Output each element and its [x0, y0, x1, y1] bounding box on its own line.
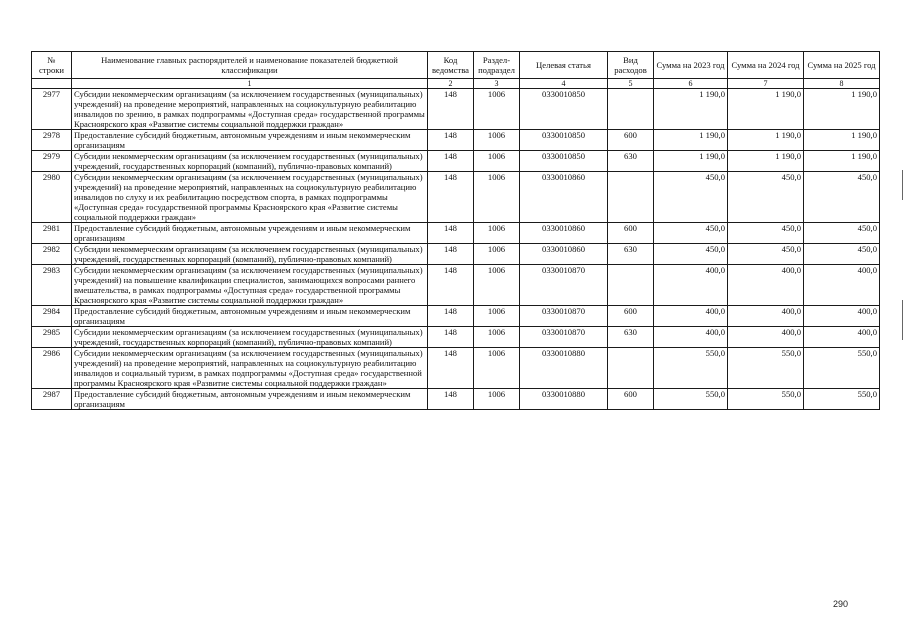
- row-sum-2025: 550,0: [804, 389, 880, 410]
- row-name: Субсидии некоммерческим организациям (за исключением государственных (муниципальных) учреждений, государственных корпораций (компаний), публично-правовых компаний): [72, 244, 428, 265]
- row-section: 1006: [474, 244, 520, 265]
- column-number: 4: [520, 79, 608, 89]
- row-sum-2023: 400,0: [654, 265, 728, 306]
- row-expense-type: 630: [608, 327, 654, 348]
- row-sum-2025: 1 190,0: [804, 89, 880, 130]
- row-id: 2978: [32, 130, 72, 151]
- column-number: 3: [474, 79, 520, 89]
- row-department-code: 148: [428, 244, 474, 265]
- row-expense-type: [608, 172, 654, 223]
- row-sum-2024: 400,0: [728, 265, 804, 306]
- header-row: [32, 52, 880, 79]
- row-expense-type: 600: [608, 223, 654, 244]
- column-number: 6: [654, 79, 728, 89]
- header-name: Наименование главных распорядителей и наименование показателей бюджетной классификации: [72, 52, 428, 79]
- row-department-code: 148: [428, 389, 474, 410]
- row-id: 2983: [32, 265, 72, 306]
- row-department-code: 148: [428, 172, 474, 223]
- row-sum-2023: 450,0: [654, 244, 728, 265]
- row-department-code: 148: [428, 130, 474, 151]
- row-department-code: 148: [428, 223, 474, 244]
- row-sum-2025: 450,0: [804, 244, 880, 265]
- row-expense-type: 630: [608, 244, 654, 265]
- row-sum-2025: 450,0: [804, 172, 880, 223]
- table-row: [32, 130, 880, 151]
- row-section: 1006: [474, 130, 520, 151]
- row-sum-2023: 1 190,0: [654, 130, 728, 151]
- row-sum-2025: 400,0: [804, 306, 880, 327]
- table-row: [32, 172, 880, 223]
- row-section: 1006: [474, 327, 520, 348]
- row-id: 2984: [32, 306, 72, 327]
- row-sum-2025: 1 190,0: [804, 130, 880, 151]
- table-row: [32, 389, 880, 410]
- row-id: 2977: [32, 89, 72, 130]
- row-sum-2024: 400,0: [728, 327, 804, 348]
- row-name: Предоставление субсидий бюджетным, автономным учреждениям и иным некоммерческим организациям: [72, 130, 428, 151]
- row-target-article: 0330010870: [520, 327, 608, 348]
- row-section: 1006: [474, 265, 520, 306]
- row-expense-type: [608, 89, 654, 130]
- row-target-article: 0330010870: [520, 265, 608, 306]
- row-sum-2024: 1 190,0: [728, 89, 804, 130]
- row-target-article: 0330010870: [520, 306, 608, 327]
- row-expense-type: 630: [608, 151, 654, 172]
- budget-table: [31, 51, 880, 410]
- row-sum-2024: 450,0: [728, 244, 804, 265]
- row-expense-type: [608, 265, 654, 306]
- row-name: Субсидии некоммерческим организациям (за исключением государственных (муниципальных) учреждений, государственных корпораций (компаний), публично-правовых компаний): [72, 151, 428, 172]
- row-id: 2985: [32, 327, 72, 348]
- scan-edge-mark: [902, 300, 903, 340]
- row-section: 1006: [474, 306, 520, 327]
- row-sum-2024: 1 190,0: [728, 151, 804, 172]
- row-sum-2025: 1 190,0: [804, 151, 880, 172]
- row-name: Предоставление субсидий бюджетным, автономным учреждениям и иным некоммерческим организациям: [72, 306, 428, 327]
- table-row: [32, 151, 880, 172]
- header-sum-2023: Сумма на 2023 год: [654, 52, 728, 79]
- row-section: 1006: [474, 172, 520, 223]
- row-target-article: 0330010860: [520, 172, 608, 223]
- header-target-article: Целевая статья: [520, 52, 608, 79]
- row-target-article: 0330010880: [520, 348, 608, 389]
- row-target-article: 0330010850: [520, 130, 608, 151]
- row-department-code: 148: [428, 327, 474, 348]
- row-id: 2982: [32, 244, 72, 265]
- row-name: Субсидии некоммерческим организациям (за исключением государственных (муниципальных) учреждений, государственных корпораций (компаний), публично-правовых компаний): [72, 327, 428, 348]
- row-name: Субсидии некоммерческим организациям (за исключением государственных (муниципальных) учреждений) на проведение мероприятий, направленных на социокультурную реабилитацию инвалидов по зрению, в рамках подпрограммы «Доступная среда» государственной программы Красноярского края «Развитие системы социальной поддержки граждан»: [72, 89, 428, 130]
- row-expense-type: [608, 348, 654, 389]
- row-sum-2023: 450,0: [654, 223, 728, 244]
- row-section: 1006: [474, 89, 520, 130]
- row-sum-2023: 550,0: [654, 348, 728, 389]
- row-sum-2024: 450,0: [728, 172, 804, 223]
- row-expense-type: 600: [608, 306, 654, 327]
- row-id: 2979: [32, 151, 72, 172]
- row-target-article: 0330010850: [520, 89, 608, 130]
- row-target-article: 0330010860: [520, 223, 608, 244]
- header-sum-2024: Сумма на 2024 год: [728, 52, 804, 79]
- row-sum-2024: 550,0: [728, 389, 804, 410]
- header-expense-type: Вид расходов: [608, 52, 654, 79]
- row-section: 1006: [474, 151, 520, 172]
- row-sum-2023: 400,0: [654, 327, 728, 348]
- table-row: [32, 223, 880, 244]
- header-sum-2025: Сумма на 2025 год: [804, 52, 880, 79]
- row-expense-type: 600: [608, 130, 654, 151]
- row-sum-2024: 450,0: [728, 223, 804, 244]
- row-name: Предоставление субсидий бюджетным, автономным учреждениям и иным некоммерческим организациям: [72, 389, 428, 410]
- column-number: 2: [428, 79, 474, 89]
- row-sum-2024: 400,0: [728, 306, 804, 327]
- column-number: [32, 79, 72, 89]
- row-expense-type: 600: [608, 389, 654, 410]
- row-target-article: 0330010850: [520, 151, 608, 172]
- row-department-code: 148: [428, 348, 474, 389]
- row-department-code: 148: [428, 89, 474, 130]
- row-sum-2025: 450,0: [804, 223, 880, 244]
- page-number: 290: [833, 599, 849, 609]
- row-target-article: 0330010860: [520, 244, 608, 265]
- row-sum-2023: 450,0: [654, 172, 728, 223]
- column-number: 7: [728, 79, 804, 89]
- row-id: 2980: [32, 172, 72, 223]
- row-id: 2986: [32, 348, 72, 389]
- row-target-article: 0330010880: [520, 389, 608, 410]
- row-name: Субсидии некоммерческим организациям (за исключением государственных (муниципальных) учреждений) на повышение квалификации специалистов, занимающихся вопросами раннего вмешательства, в рамках подпрограммы «Доступная среда» государственной программы Красноярского края «Развитие системы социальной поддержки граждан»: [72, 265, 428, 306]
- row-id: 2987: [32, 389, 72, 410]
- column-number: 1: [72, 79, 428, 89]
- row-name: Субсидии некоммерческим организациям (за исключением государственных (муниципальных) учреждений) на проведение мероприятий, направленных на социокультурную реабилитацию инвалидов по слуху и их реабилитацию посредством спорта, в рамках подпрограммы «Доступная среда» государственной программы Красноярского края «Развитие системы социальной поддержки граждан»: [72, 172, 428, 223]
- row-section: 1006: [474, 348, 520, 389]
- column-number: 8: [804, 79, 880, 89]
- row-name: Субсидии некоммерческим организациям (за исключением государственных (муниципальных) учреждений) на проведение мероприятий, направленных на социокультурную реабилитацию инвалидов и социальный туризм, в рамках подпрограммы «Доступная среда» государственной программы Красноярского края «Развитие системы социальной поддержки граждан»: [72, 348, 428, 389]
- row-department-code: 148: [428, 265, 474, 306]
- header-row-number: № строки: [32, 52, 72, 79]
- column-number: 5: [608, 79, 654, 89]
- row-sum-2023: 400,0: [654, 306, 728, 327]
- scan-edge-mark: [902, 170, 903, 200]
- table-row: [32, 327, 880, 348]
- table-row: [32, 265, 880, 306]
- row-sum-2023: 1 190,0: [654, 89, 728, 130]
- table-row: [32, 348, 880, 389]
- row-sum-2023: 550,0: [654, 389, 728, 410]
- row-section: 1006: [474, 223, 520, 244]
- header-section: Раздел-подраздел: [474, 52, 520, 79]
- row-department-code: 148: [428, 151, 474, 172]
- row-sum-2024: 550,0: [728, 348, 804, 389]
- row-sum-2025: 400,0: [804, 265, 880, 306]
- row-sum-2024: 1 190,0: [728, 130, 804, 151]
- row-id: 2981: [32, 223, 72, 244]
- table-row: [32, 244, 880, 265]
- table-row: [32, 89, 880, 130]
- row-sum-2025: 550,0: [804, 348, 880, 389]
- table-row: [32, 306, 880, 327]
- row-name: Предоставление субсидий бюджетным, автономным учреждениям и иным некоммерческим организациям: [72, 223, 428, 244]
- header-department-code: Код ведомства: [428, 52, 474, 79]
- row-sum-2025: 400,0: [804, 327, 880, 348]
- row-sum-2023: 1 190,0: [654, 151, 728, 172]
- row-section: 1006: [474, 389, 520, 410]
- row-department-code: 148: [428, 306, 474, 327]
- column-number-row: [32, 79, 880, 89]
